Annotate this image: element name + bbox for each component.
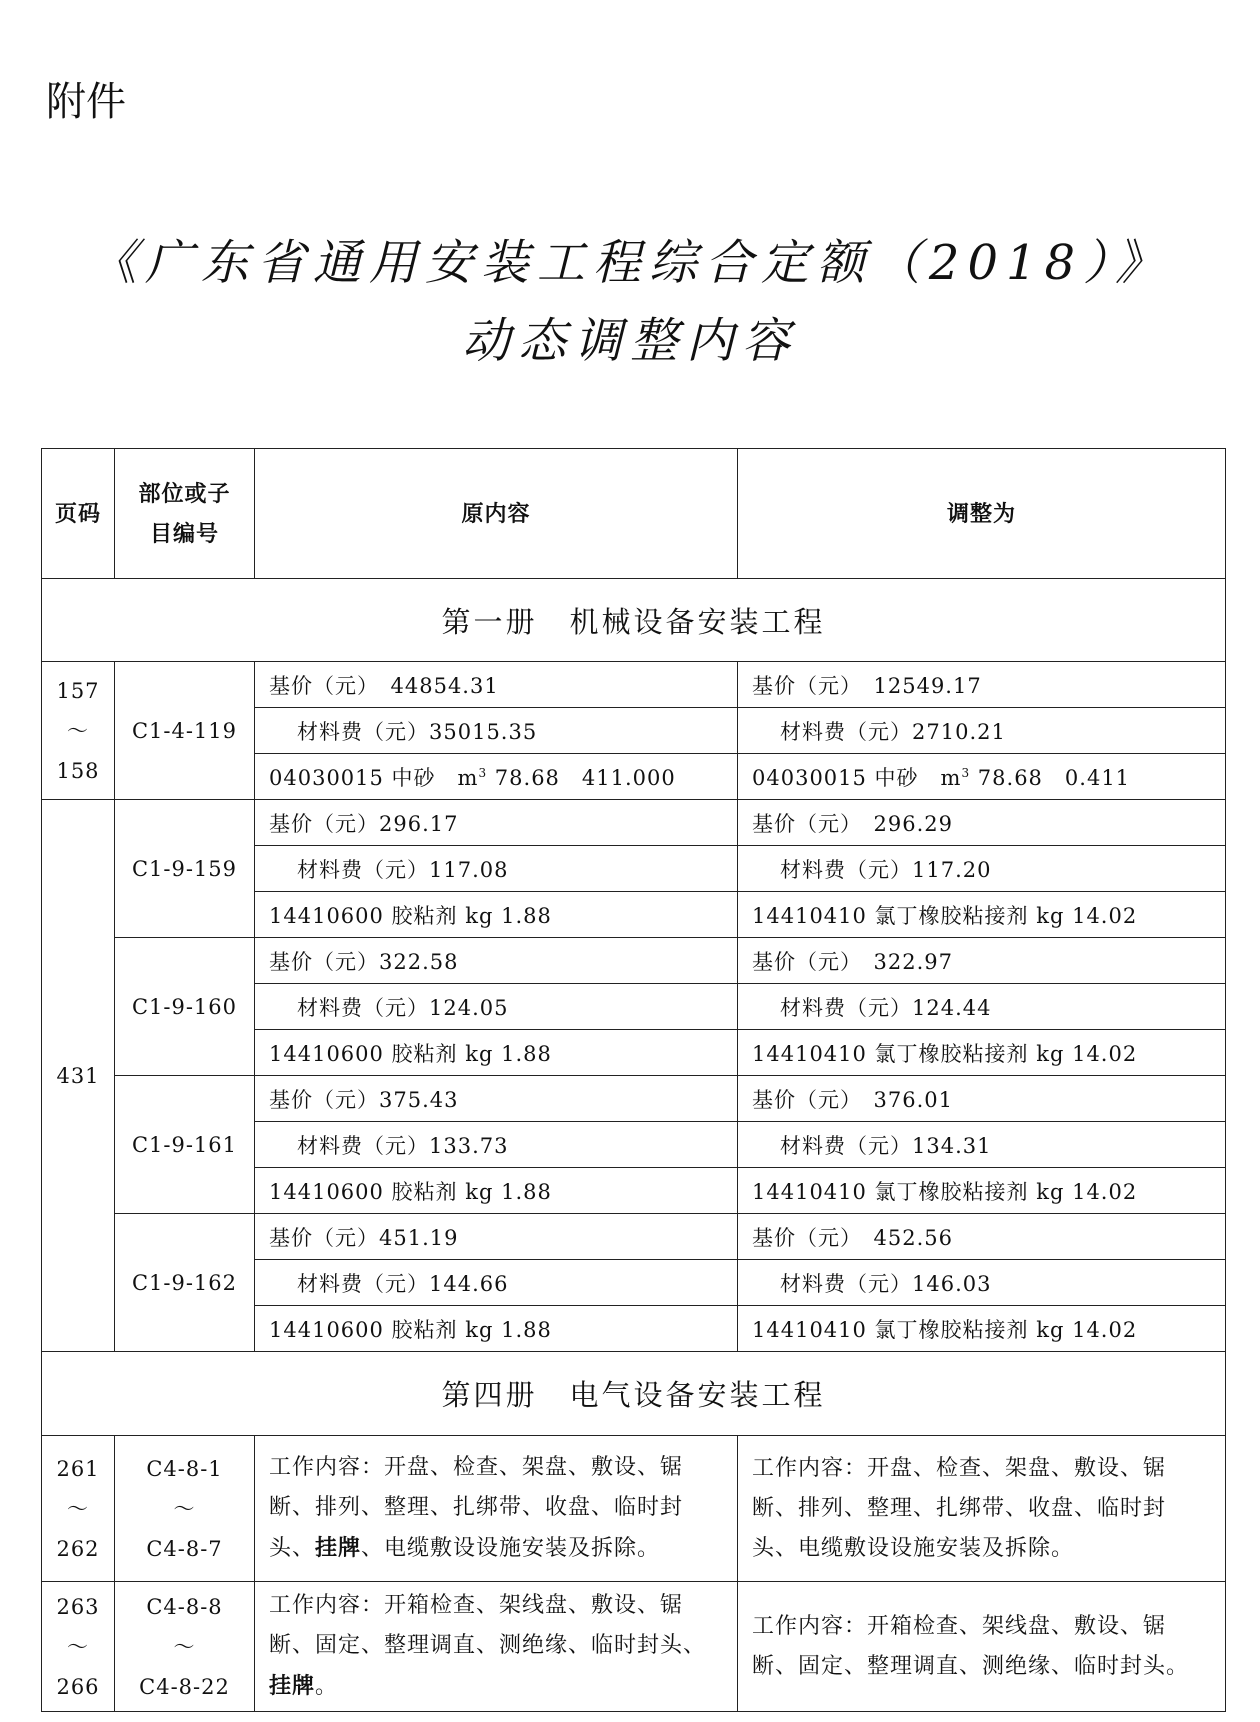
adjusted-cell: 14410410 氯丁橡胶粘接剂 kg 14.02 [738, 892, 1226, 938]
section-row [42, 579, 1226, 662]
original-cell: 材料费（元）133.73 [255, 1122, 738, 1168]
original-cell: 基价（元） 44854.31 [255, 662, 738, 708]
page-range: 263 ～ 266 [42, 1582, 115, 1712]
table-row [42, 1214, 1226, 1260]
section-row [42, 1352, 1226, 1436]
item-code: C1-9-162 [115, 1214, 255, 1352]
page-range: 157 ～ 158 [42, 662, 115, 800]
table-row [42, 938, 1226, 984]
original-cell: 14410600 胶粘剂 kg 1.88 [255, 892, 738, 938]
original-cell: 材料费（元）117.08 [255, 846, 738, 892]
adjusted-cell: 工作内容：开箱检查、架线盘、敷设、锯断、固定、整理调直、测绝缘、临时封头。 [738, 1582, 1226, 1712]
adjusted-cell: 基价（元） 452.56 [738, 1214, 1226, 1260]
adjusted-cell: 基价（元） 322.97 [738, 938, 1226, 984]
item-code: C1-9-160 [115, 938, 255, 1076]
item-code: C1-9-159 [115, 800, 255, 938]
original-cell: 材料费（元）144.66 [255, 1260, 738, 1306]
adjusted-cell: 14410410 氯丁橡胶粘接剂 kg 14.02 [738, 1168, 1226, 1214]
original-cell: 材料费（元）35015.35 [255, 708, 738, 754]
document-subtitle: 动态调整内容 [461, 313, 798, 369]
original-cell: 工作内容：开盘、检查、架盘、敷设、锯断、排列、整理、扎绑带、收盘、临时封头、挂牌、电缆敷设设施安装及拆除。 [255, 1436, 738, 1582]
adjusted-cell: 基价（元） 12549.17 [738, 662, 1226, 708]
original-cell: 基价（元）375.43 [255, 1076, 738, 1122]
section-title: 第一册 机械设备安装工程 [42, 579, 1226, 662]
header-item: 部位或子目编号 [115, 449, 255, 579]
adjusted-cell: 14410410 氯丁橡胶粘接剂 kg 14.02 [738, 1030, 1226, 1076]
adjusted-cell: 基价（元） 296.29 [738, 800, 1226, 846]
header-page: 页码 [42, 449, 115, 579]
original-cell: 14410600 胶粘剂 kg 1.88 [255, 1030, 738, 1076]
original-cell: 基价（元）296.17 [255, 800, 738, 846]
adjusted-cell: 材料费（元）117.20 [738, 846, 1226, 892]
header-adjusted: 调整为 [738, 449, 1226, 579]
original-cell: 基价（元）322.58 [255, 938, 738, 984]
original-cell: 材料费（元）124.05 [255, 984, 738, 1030]
adjusted-cell: 材料费（元）2710.21 [738, 708, 1226, 754]
item-code: C1-4-119 [115, 662, 255, 800]
original-cell: 04030015 中砂 $m^3$ 78.68 411.000 [255, 754, 738, 800]
adjusted-cell: 材料费（元）134.31 [738, 1122, 1226, 1168]
item-range: C4-8-1 ～ C4-8-7 [115, 1436, 255, 1582]
table-row [42, 1582, 1226, 1712]
adjusted-cell: 14410410 氯丁橡胶粘接剂 kg 14.02 [738, 1306, 1226, 1352]
original-cell: 工作内容：开箱检查、架线盘、敷设、锯断、固定、整理调直、测绝缘、临时封头、挂牌。 [255, 1582, 738, 1712]
original-cell: 基价（元）451.19 [255, 1214, 738, 1260]
section-title: 第四册 电气设备安装工程 [42, 1352, 1226, 1436]
adjusted-cell: 工作内容：开盘、检查、架盘、敷设、锯断、排列、整理、扎绑带、收盘、临时封头、电缆敷设设施安装及拆除。 [738, 1436, 1226, 1582]
page-range: 261 ～ 262 [42, 1436, 115, 1582]
item-range: C4-8-8 ～ C4-8-22 [115, 1582, 255, 1712]
adjustment-table [41, 448, 1226, 1712]
page-number: 431 [42, 800, 115, 1352]
original-cell: 14410600 胶粘剂 kg 1.88 [255, 1168, 738, 1214]
attachment-label: 附件 [46, 79, 126, 125]
item-code: C1-9-161 [115, 1076, 255, 1214]
adjusted-cell: 材料费（元）146.03 [738, 1260, 1226, 1306]
adjusted-cell: 材料费（元）124.44 [738, 984, 1226, 1030]
document-title: 《广东省通用安装工程综合定额（2018）》 [88, 235, 1172, 291]
header-original: 原内容 [255, 449, 738, 579]
table-row [42, 800, 1226, 846]
adjusted-cell: 04030015 中砂 $m^3$ 78.68 0.411 [738, 754, 1226, 800]
table-row [42, 1436, 1226, 1582]
header-row [42, 449, 1226, 579]
original-cell: 14410600 胶粘剂 kg 1.88 [255, 1306, 738, 1352]
table-row [42, 662, 1226, 708]
adjusted-cell: 基价（元） 376.01 [738, 1076, 1226, 1122]
table-row [42, 1076, 1226, 1122]
